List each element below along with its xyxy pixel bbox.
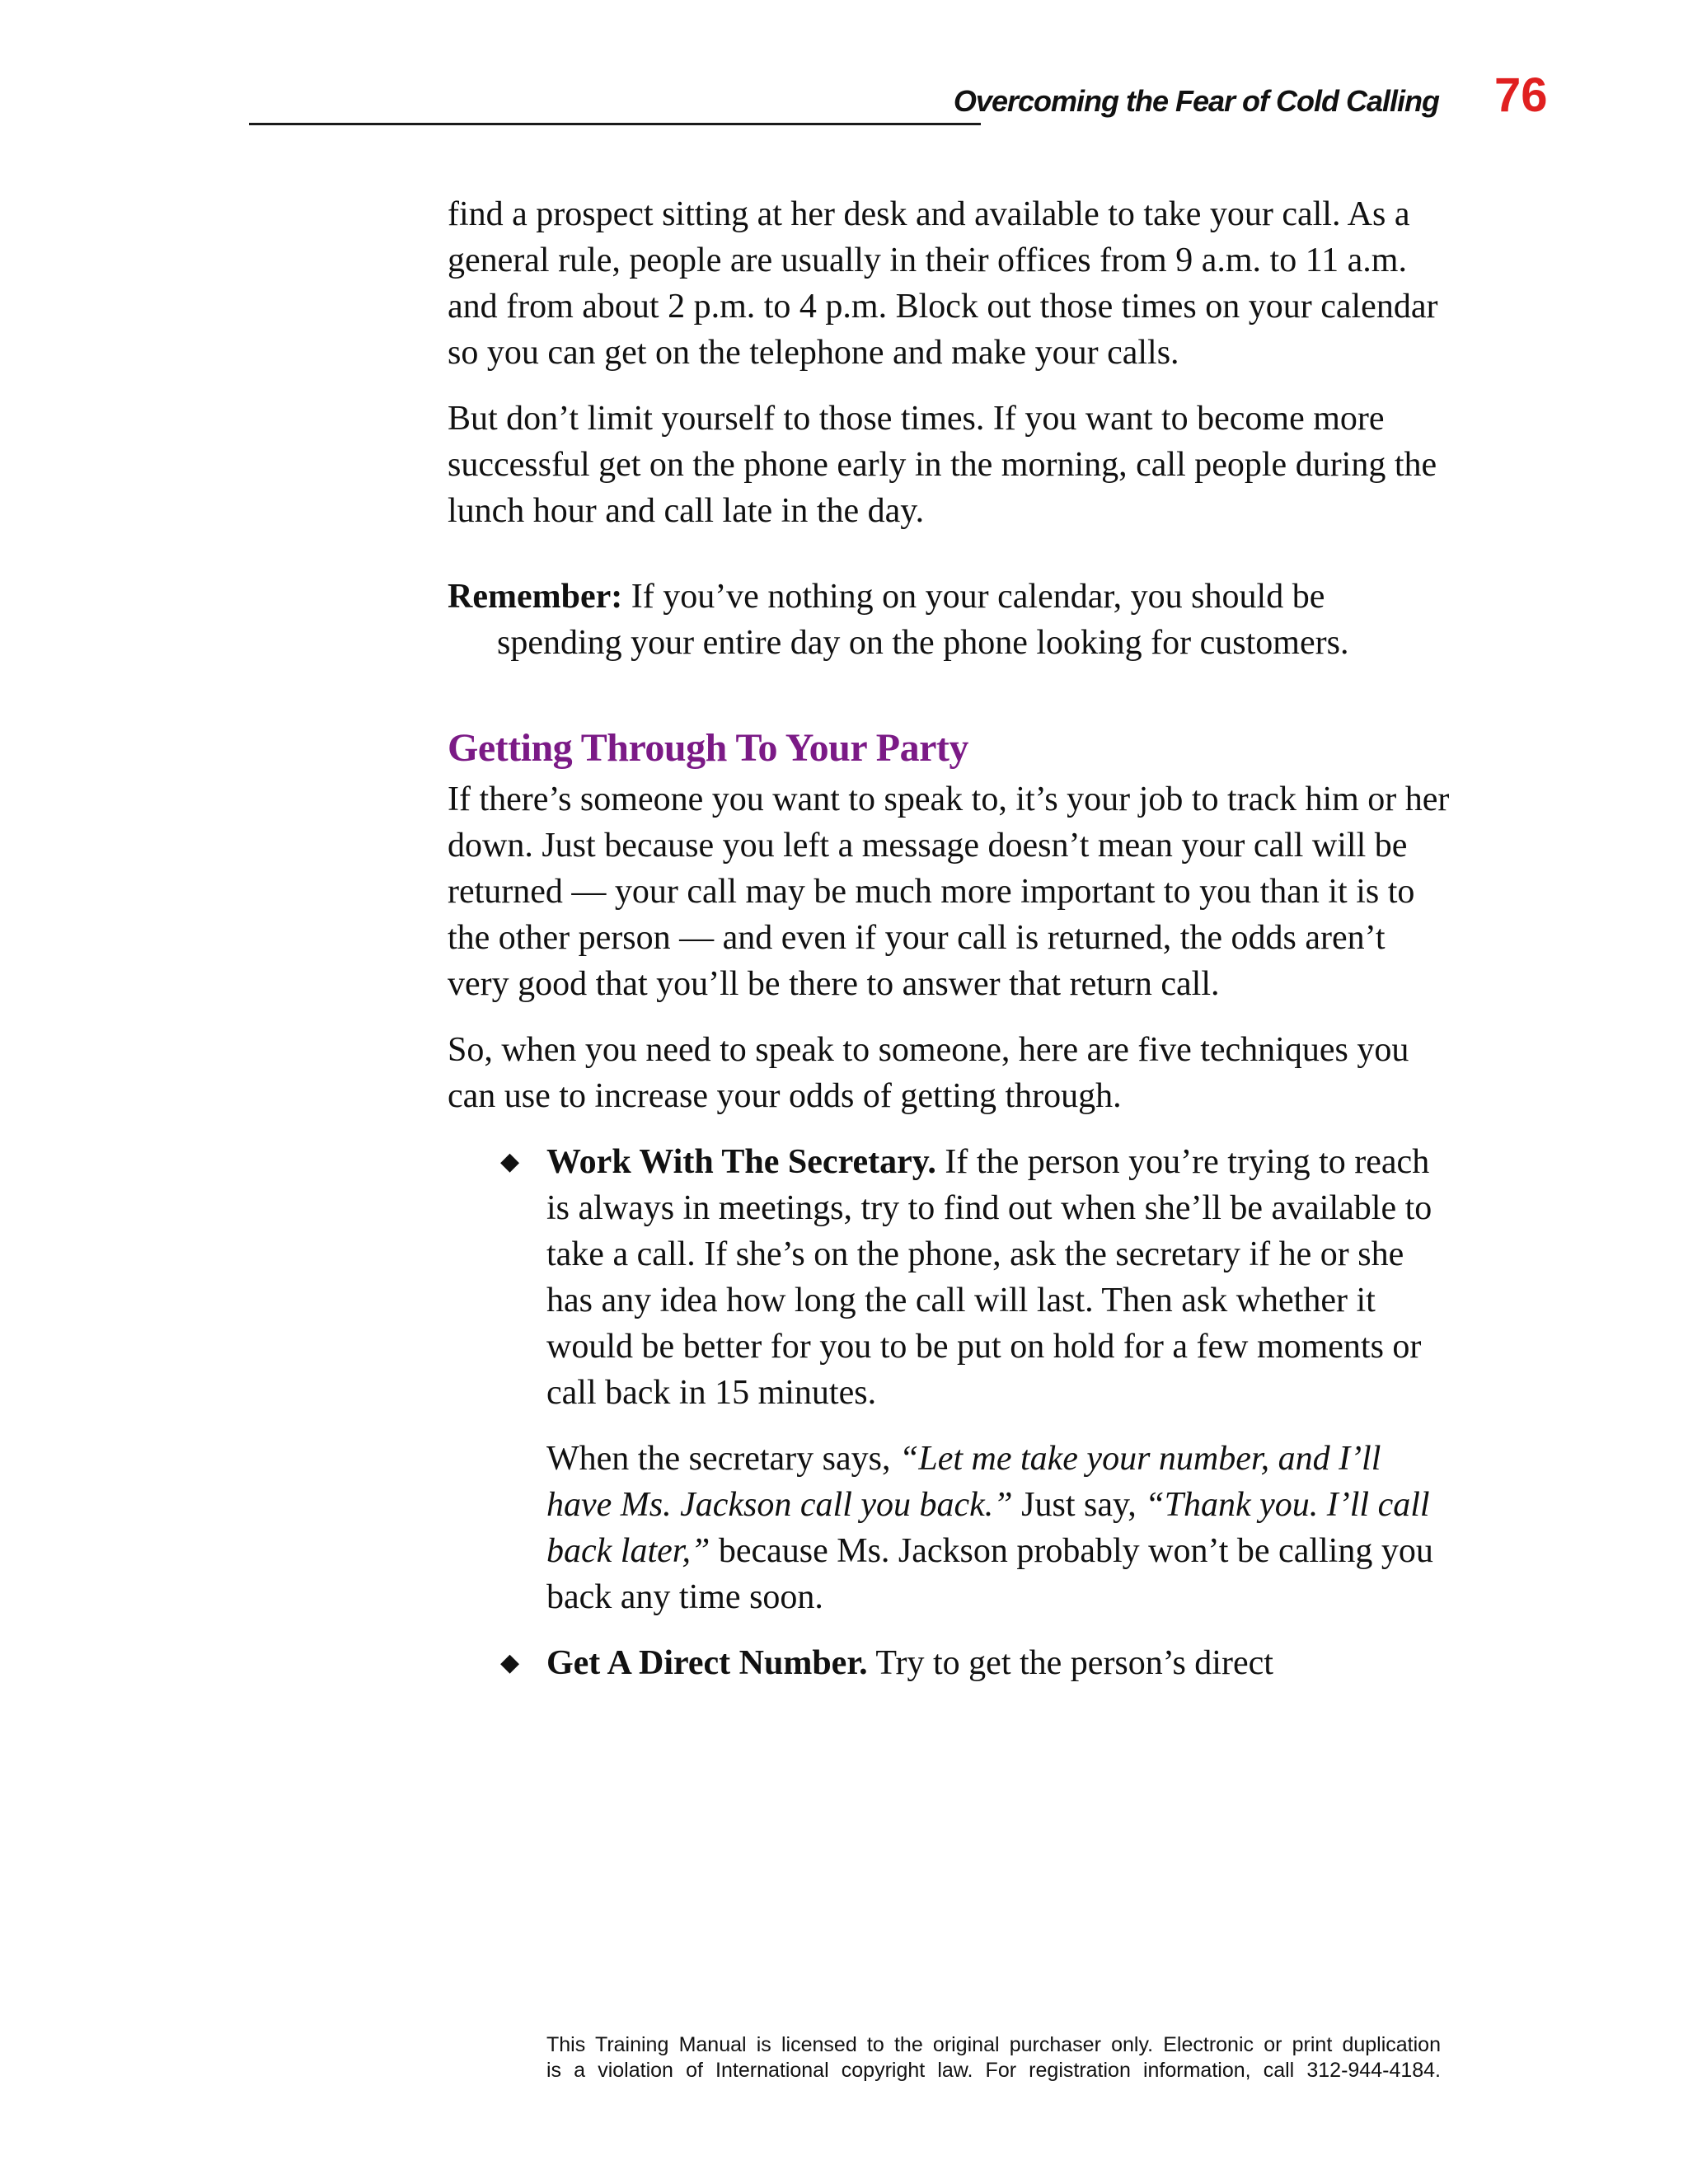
bullet-label: Work With The Secretary. — [546, 1143, 936, 1181]
paragraph-track-down: If there’s someone you want to speak to, it’s your job to track him or her down. Just because you left a message doesn’t mean your call will be returned — your call may be much more important to you than it is to the other person — and even if your call is returned, the odds aren’t very good that you’ll be there to answer that return call. — [448, 780, 1450, 1003]
text-run: Just say, — [1012, 1486, 1146, 1524]
bullet-text: Try to get the person’s direct — [867, 1644, 1273, 1682]
page-body — [448, 191, 1453, 1706]
paragraph-calling-hours: find a prospect sitting at her desk and available to take your call. As a general rule, people are usually in their offices from 9 a.m. to 11 a.m. and from about 2 p.m. to 4 p.m. Block out those times on your calendar so you can get on the telephone and make your calls. — [448, 195, 1438, 372]
running-header-title: Overcoming the Fear of Cold Calling — [953, 84, 1439, 118]
remember-label: Remember: — [448, 578, 623, 616]
text-run: When the secretary says, — [546, 1440, 899, 1478]
techniques-list — [448, 1139, 1453, 1686]
text-run: because Ms. Jackson probably won’t be calling you back any time soon. — [546, 1532, 1433, 1616]
remember-text: If you’ve nothing on your calendar, you should be spending your entire day on the phone looking for customers. — [497, 578, 1349, 662]
bullet-paragraph — [546, 1436, 1453, 1620]
copyright-footer — [546, 2032, 1441, 2083]
header-rule — [249, 123, 981, 125]
bullet-label: Get A Direct Number. — [546, 1644, 868, 1682]
footer-line: This Training Manual is licensed to the original purchaser only. Electronic or print duplication — [546, 2033, 1441, 2056]
paragraph-beyond-hours: But don’t limit yourself to those times. If you want to become more successful get on the phone early in the morning, call people during the lunch hour and call late in the day. — [448, 400, 1437, 530]
remember-note — [448, 574, 1453, 666]
bullet-paragraph — [546, 1640, 1453, 1686]
paragraph-five-techniques: So, when you need to speak to someone, here are five techniques you can use to increase your odds of getting through. — [448, 1031, 1409, 1115]
section-heading: Getting Through To Your Party — [448, 726, 968, 770]
bullet-paragraph — [546, 1139, 1453, 1416]
list-item — [500, 1640, 1453, 1686]
bullet-text: If the person you’re trying to reach is always in meetings, try to find out when she’ll be available to take a call. If she’s on the phone, ask the secretary if he or she has any idea how long the call will last. Then ask whether it would be better for you to be put on hold for a few moments or call back in 15 minutes. — [546, 1143, 1432, 1412]
quote-run: “Let me take your number, and I’ll have Ms. Jackson call you back.” — [546, 1440, 1381, 1524]
diamond-bullet-icon: ◆ — [500, 1148, 520, 1175]
page-number: 76 — [1494, 68, 1548, 122]
quote-run: “Thank you. I’ll call back later,” — [546, 1486, 1430, 1570]
list-item — [500, 1139, 1453, 1620]
footer-line: is a violation of International copyright law. For registration information, call 312-944-4184. — [546, 2059, 1441, 2082]
diamond-bullet-icon: ◆ — [500, 1649, 520, 1676]
